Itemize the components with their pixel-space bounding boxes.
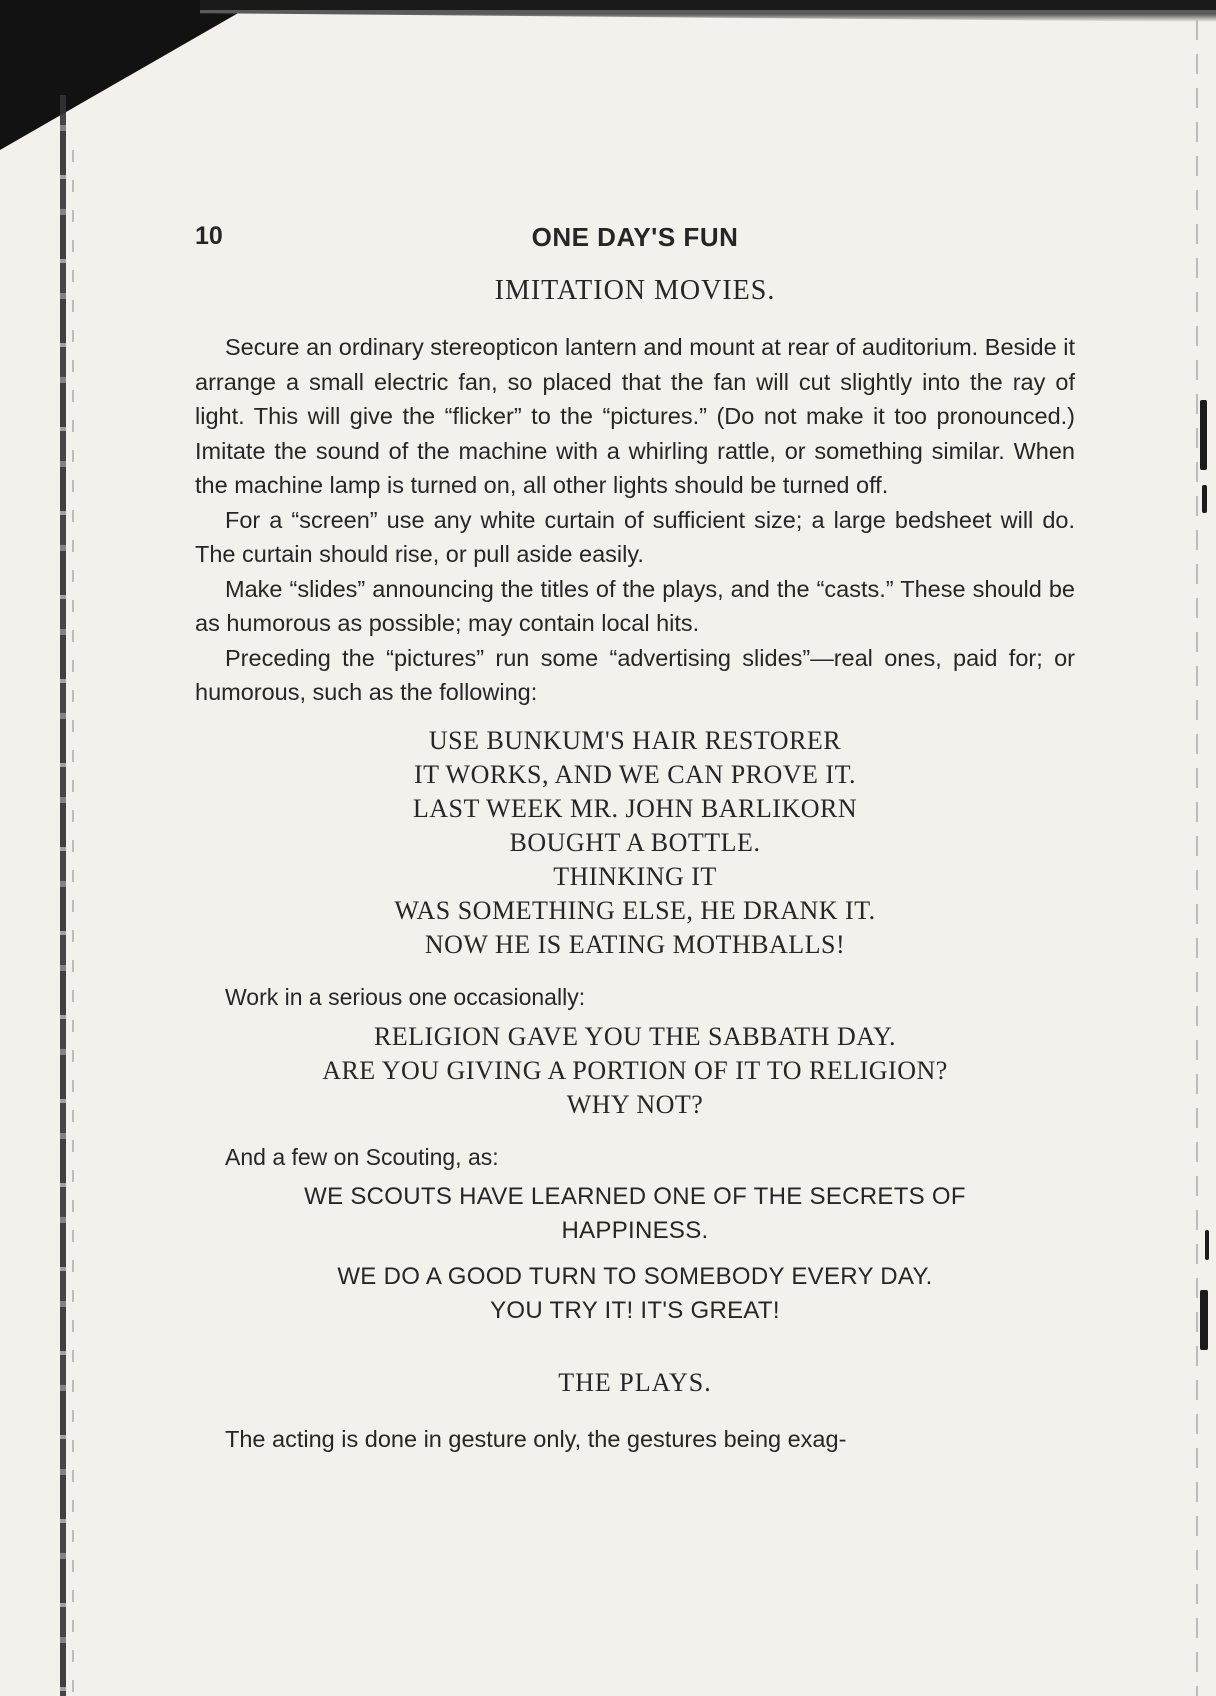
scan-left-binding-inner xyxy=(72,150,74,1696)
scan-dark-corner xyxy=(0,0,240,150)
scan-left-binding xyxy=(60,95,66,1696)
serious-intro: Work in a serious one occasionally: xyxy=(225,983,586,1010)
slide-line: WHY NOT? xyxy=(566,1089,704,1119)
section-title: IMITATION MOVIES. xyxy=(494,275,776,306)
scout-slide xyxy=(195,1180,1075,1248)
paragraph: Make “slides” announcing the titles of the plays, and the “casts.” These should be as humorous as possible; may contain local hits. xyxy=(195,575,1075,636)
plays-heading: THE PLAYS. xyxy=(558,1367,712,1397)
scan-right-edge xyxy=(1196,20,1198,1696)
body-text xyxy=(195,330,1075,1457)
slide-line: ARE YOU GIVING A PORTION OF IT TO RELIGION? xyxy=(322,1055,948,1085)
page-number: 10 xyxy=(195,222,223,250)
advertising-slide xyxy=(195,724,1075,962)
scan-mark xyxy=(1200,400,1207,470)
running-head: ONE DAY'S FUN xyxy=(531,222,739,252)
scan-mark xyxy=(1202,485,1207,513)
slide-line: NOW HE IS EATING MOTHBALLS! xyxy=(424,929,846,959)
slide-line: WE DO A GOOD TURN TO SOMEBODY EVERY DAY. xyxy=(337,1262,933,1290)
slide-line: USE BUNKUM'S HAIR RESTORER xyxy=(428,725,842,755)
slide-line: BOUGHT A BOTTLE. xyxy=(509,827,761,857)
slide-line: RELIGION GAVE YOU THE SABBATH DAY. xyxy=(373,1021,897,1051)
slide-line: YOU TRY IT! IT'S GREAT! xyxy=(490,1296,780,1324)
slide-line: IT WORKS, AND WE CAN PROVE IT. xyxy=(413,759,857,789)
paragraph: The acting is done in gesture only, the gestures being exag- xyxy=(225,1426,847,1452)
scout-slide xyxy=(195,1260,1075,1328)
slide-line: LAST WEEK MR. JOHN BARLIKORN xyxy=(412,793,858,823)
book-page xyxy=(195,200,1075,1457)
scan-mark xyxy=(1200,1290,1208,1350)
paragraph: For a “screen” use any white curtain of sufficient size; a large bedsheet will do. The curtain should rise, or pull aside easily. xyxy=(195,506,1075,567)
serious-slide xyxy=(195,1020,1075,1122)
slide-line: WAS SOMETHING ELSE, HE DRANK IT. xyxy=(394,895,876,925)
slide-line: HAPPINESS. xyxy=(561,1216,709,1244)
paragraph: Secure an ordinary stereopticon lantern and mount at rear of auditorium. Beside it arrange a small electric fan, so placed that the fan will cut slightly into the ray of light. This will give the “flicker” to the “pictures.” (Do not make it too pronounced.) Imitate the sound of the machine with a whirling rattle, or something similar. When the machine lamp is turned on, all other lights should be turned off. xyxy=(195,334,1075,498)
slide-line: WE SCOUTS HAVE LEARNED ONE OF THE SECRETS OF xyxy=(304,1182,966,1210)
scan-top-edge xyxy=(200,0,1216,22)
paragraph: Preceding the “pictures” run some “advertising slides”—real ones, paid for; or humorous, such as the following: xyxy=(195,644,1075,705)
page-header xyxy=(195,200,1075,252)
slide-line: THINKING IT xyxy=(553,861,717,891)
scan-mark xyxy=(1205,1230,1209,1260)
scouting-intro: And a few on Scouting, as: xyxy=(225,1143,499,1170)
